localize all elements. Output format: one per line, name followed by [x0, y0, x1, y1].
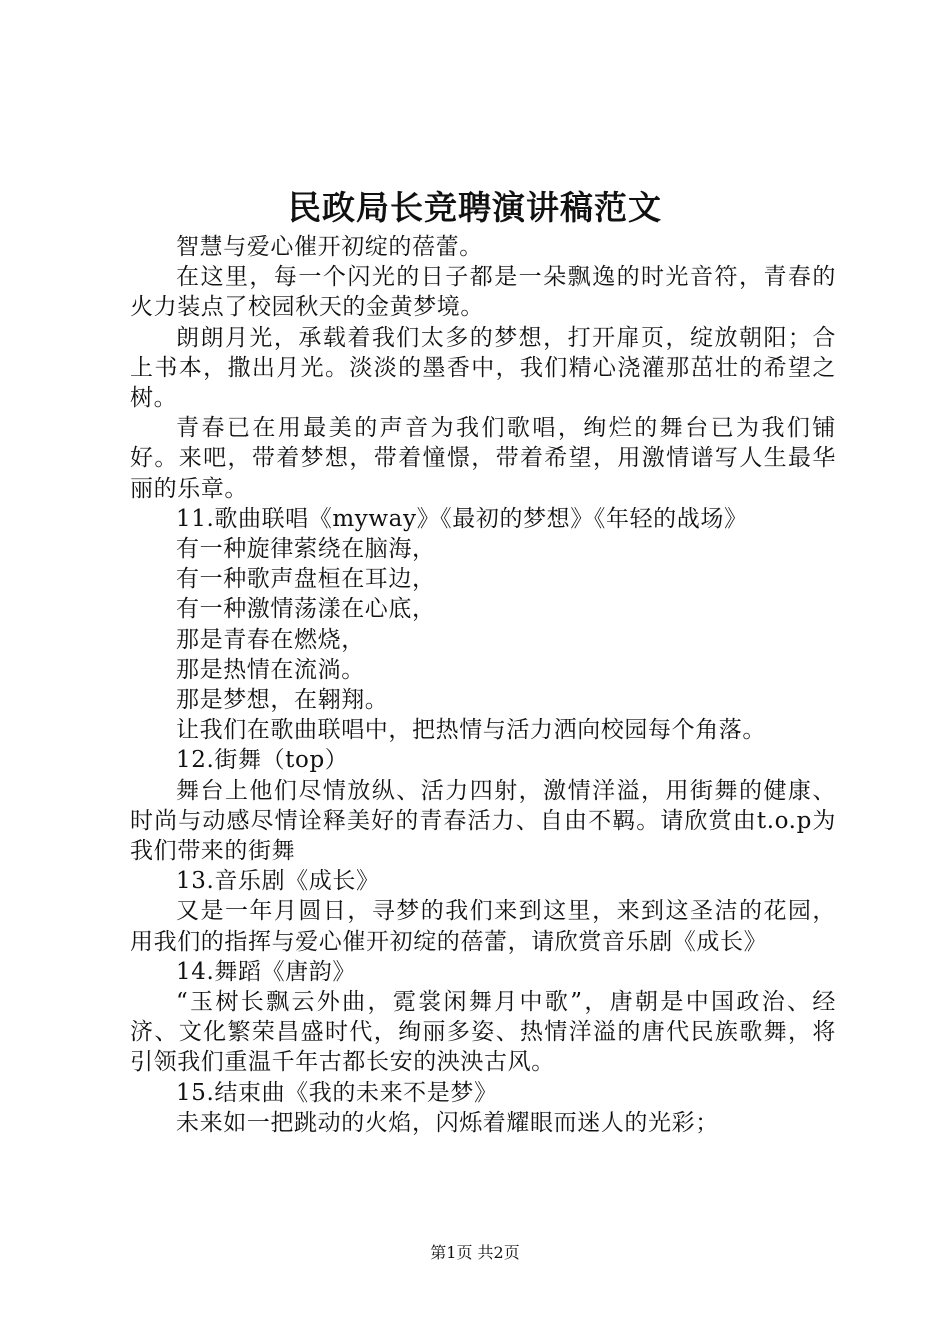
paragraph: 让我们在歌曲联唱中，把热情与活力洒向校园每个角落。 [176, 717, 766, 744]
section-heading: 12.街舞（top） [176, 747, 349, 774]
verse-line: 那是青春在燃烧， [176, 626, 365, 653]
paragraph: 在这里，每一个闪光的日子都是一朵飘逸的时光音符，青春的火力装点了校园秋天的金黄梦境。 [130, 264, 836, 321]
section-heading: 14.舞蹈《唐韵》 [176, 958, 356, 985]
verse-line: 有一种激情荡漾在心底， [176, 596, 436, 623]
verse-line: 有一种旋律萦绕在脑海， [176, 536, 436, 563]
document-body [130, 232, 836, 1138]
document-title: 民政局长竞聘演讲稿范文 [288, 188, 662, 227]
section-heading: 13.音乐剧《成长》 [176, 868, 380, 895]
verse-line: 有一种歌声盘桓在耳边， [176, 566, 436, 593]
paragraph: 朗朗月光，承载着我们太多的梦想，打开扉页，绽放朝阳；合上书本，撒出月光。淡淡的墨香中，我们精心浇灌那茁壮的希望之树。 [130, 324, 836, 412]
page-number: 第1页 共2页 [430, 1243, 520, 1262]
verse-line: 那是梦想，在翱翔。 [176, 687, 389, 714]
paragraph: 舞台上他们尽情放纵、活力四射，激情洋溢，用街舞的健康、时尚与动感尽情诠释美好的青春活力、自由不羁。请欣赏由t.o.p为我们带来的街舞 [130, 777, 836, 865]
verse-line: 那是热情在流淌。 [176, 656, 365, 683]
paragraph: 又是一年月圆日，寻梦的我们来到这里，来到这圣洁的花园，用我们的指挥与爱心催开初绽的蓓蕾，请欣赏音乐剧《成长》 [130, 898, 836, 955]
paragraph: 智慧与爱心催开初绽的蓓蕾。 [176, 234, 483, 260]
section-heading: 15.结束曲《我的未来不是梦》 [176, 1079, 498, 1106]
paragraph: 青春已在用最美的声音为我们歌唱，绚烂的舞台已为我们铺好。来吧，带着梦想，带着憧憬，带着希望，用激情谱写人生最华丽的乐章。 [130, 415, 836, 502]
paragraph: “玉树长飘云外曲，霓裳闲舞月中歌”，唐朝是中国政治、经济、文化繁荣昌盛时代，绚丽多姿、热情洋溢的唐代民族歌舞，将引领我们重温千年古都长安的泱泱古风。 [130, 989, 836, 1076]
paragraph: 未来如一把跳动的火焰，闪烁着耀眼而迷人的光彩； [176, 1109, 719, 1136]
section-heading: 11.歌曲联唱《myway》《最初的梦想》《年轻的战场》 [176, 505, 748, 532]
